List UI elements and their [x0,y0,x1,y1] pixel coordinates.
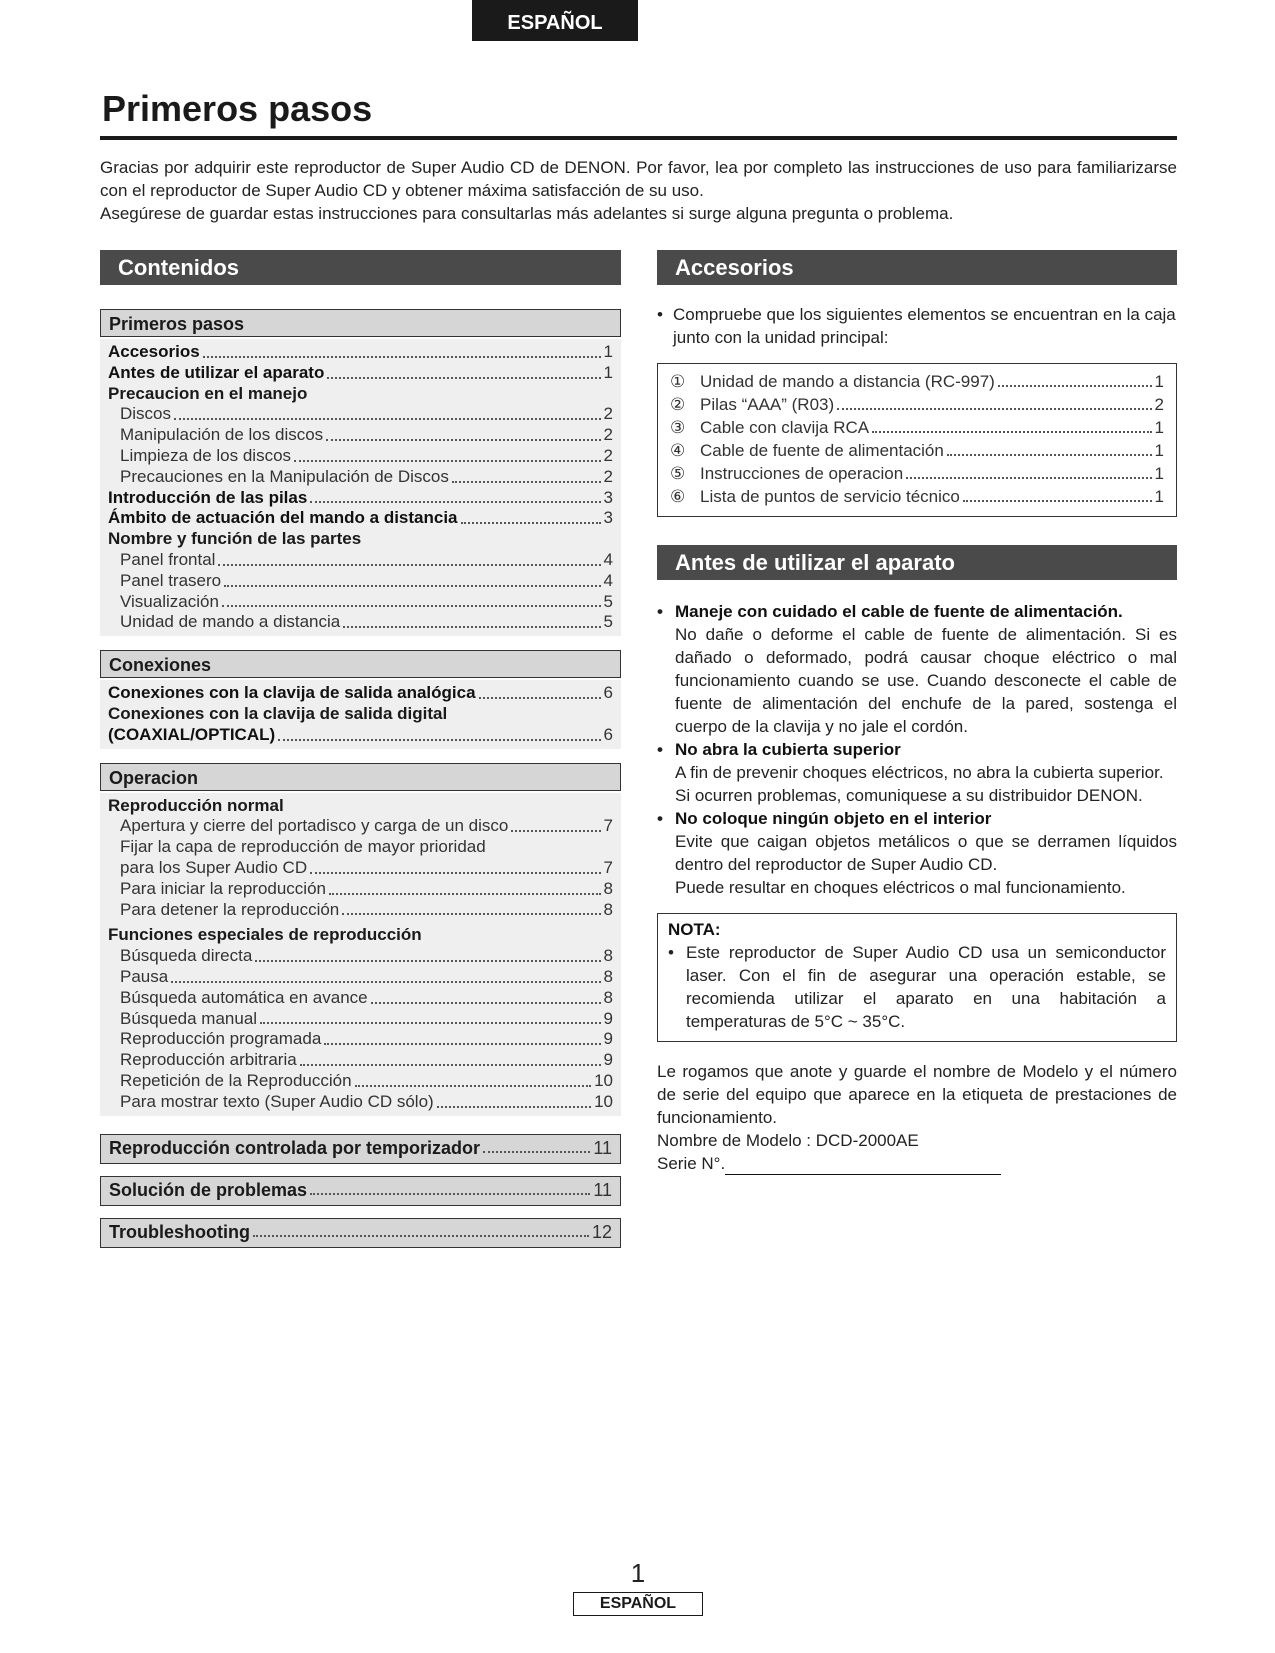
toc-entry[interactable] [108,725,613,746]
record-text: Le rogamos que anote y guarde el nombre de Modelo y el número de serie del equipo que aparece en la etiqueta de prestaciones de funcionamiento. [657,1062,1177,1127]
language-tab: ESPAÑOL [472,0,638,41]
toc-entry-page: 8 [603,946,613,966]
toc-entry[interactable] [108,1071,613,1092]
toc-entry[interactable] [108,425,613,446]
toc-entry-page: 4 [603,549,613,569]
toc-entry-label: Para detener la reproducción [120,899,340,919]
toc-entry-page: 6 [603,683,613,703]
toc-entry-page: 8 [603,899,613,919]
precaution-title: Manеje con cuidado el cable de fuente de alimentación. [675,602,1123,621]
serial-line [657,1152,1177,1175]
toc-entry[interactable] [108,446,613,467]
toc-entry-label: Reproducción programada [120,1029,322,1049]
toc-entry-label: Para iniciar la reproducción [120,878,326,898]
precaution-text: Evite que caigan objetos metálicos o que se derramen líquidos dentro del reproductor de Super Audio CD. [675,832,1177,874]
toc-entry-page: 1 [603,342,613,361]
precaution-item: • Manеje con cuidado el cable de fuente de alimentación. No dañe o deforme el cable de fuente de alimentación. Si es dañado o deformado, podrá causar choque eléctrico o mal funcionamiento cuando se use. Cuando desconecte el cable de fuente de alimentación del enchufe de la pared, sostenga el cuerpo de la clavija y no jale el cordón. [657,602,1177,736]
toc-entry-page: 7 [603,857,613,877]
intro-paragraph: Asegúrese de guardar estas instrucciones para consultarlas más adelantes si surge alguna pregunta o problema. [100,204,954,223]
toc-entry-label: Reproducción arbitraria [120,1050,297,1070]
accessory-item: ⑤ Instrucciones de operacion 1 [670,464,1164,483]
toc-entry-page: 9 [603,1008,613,1028]
toc-entry-page: 11 [593,1180,612,1200]
toc-entry-page: 7 [603,816,613,836]
serial-blank [725,1156,1001,1175]
toc-entry[interactable] [108,1009,613,1030]
intro-paragraph: Gracias por adquirir este reproductor de Super Audio CD de DENON. Por favor, lea por completo las instrucciones de uso para familiarizarse con el reproductor de Super Audio CD y obtener máxima satisfacción de su uso. [100,158,1177,200]
toc-entry-page: 5 [603,591,613,611]
serial-label: Serie N°. [657,1154,726,1173]
toc-entry-label: Búsqueda manual [120,1008,258,1028]
toc-entry-label: para los Super Audio CD [120,857,308,877]
toc-entry-label: Limpieza de los discos [120,445,292,465]
toc-entry-label: Panel frontal [120,549,216,569]
toc-group-primeros-pasos [100,309,621,636]
precaution-item: • No coloque ningún objeto en el interior Evite que caigan objetos metálicos o que se derramen líquidos dentro del reproductor de Super Audio CD. Puede resultar en choques eléctricos o mal funcionamiento. [657,809,1177,897]
toc-entry-page: 6 [603,724,613,744]
toc-entry-label: Discos [120,404,172,424]
toc-entry-page: 1 [603,362,613,382]
toc-group-header: Conexiones [100,650,621,678]
toc-entry-page: 10 [594,1091,613,1111]
intro [100,156,1177,225]
toc-entry-temporizador[interactable] [100,1134,621,1164]
toc-entry[interactable] [108,988,613,1009]
toc-entry-label: Repetición de la Reproducción [120,1070,352,1090]
toc-entry-page: 9 [603,1029,613,1049]
before-use-section [657,545,1177,899]
precaution-title: No coloque ningún objeto en el interior [675,809,992,828]
toc-entry-label: Búsqueda directa [120,946,253,966]
toc-group-operacion [100,763,621,1116]
toc-entry[interactable] [108,946,613,967]
precaution-title: No abra la cubierta superior [675,740,901,759]
page-number: 1 [630,1558,646,1588]
toc-entry-page: 2 [603,425,613,445]
toc-group-conexiones [100,650,621,748]
toc-entry-label: Apertura y cierre del portadisco y carga de un disco [120,816,509,836]
toc-entry[interactable] [108,488,613,509]
toc-entry-page: 11 [593,1138,612,1158]
toc-entry-label: Solución de problemas [109,1180,308,1200]
toc-entry[interactable] [108,592,613,613]
title-rule [100,136,1177,140]
toc-entry-label: Conexiones con la clavija de salida digital [108,703,448,723]
toc-entry[interactable] [108,612,613,633]
toc-entry-label: Manipulación de los discos [120,425,324,445]
toc-entry-page: 8 [603,987,613,1007]
record-info [657,1060,1177,1175]
toc-entry[interactable] [108,404,613,425]
toc-entry-label: Para mostrar texto (Super Audio CD sólo) [120,1091,434,1111]
accessory-item: ③ Cable con clavija RCA 1 [670,418,1164,437]
precaution-text: No dañe o deforme el cable de fuente de alimentación. Si es dañado o deformado, podrá causar choque eléctrico o mal funcionamiento cuando se use. Cuando desconecte el cable de fuente de alimentación del enchufe de la pared, sostenga el cuerpo de la clavija y no jale el cordón. [675,625,1177,736]
toc-subheading [108,925,613,946]
accessory-item: ⑥ Lista de puntos de servicio técnico 1 [670,487,1164,506]
toc-entry[interactable] [108,816,613,837]
toc-subheading [108,704,613,725]
toc-entry-label: Funciones especiales de reproducción [108,925,422,945]
toc-entry-label: Precaucion en el manejo [108,383,308,403]
toc-entry[interactable] [108,967,613,988]
contents-title: Contenidos [100,250,621,285]
toc-entry-page: 9 [603,1050,613,1070]
toc-subheading [108,796,613,817]
toc-entry-page: 4 [603,570,613,590]
toc-entry-label: Fijar la capa de reproducción de mayor prioridad [120,837,486,857]
toc-entry-page: 8 [603,878,613,898]
before-use-title: Antes de utilizar el aparato [657,545,1177,580]
toc-entry-page: 2 [603,445,613,465]
toc-entry-label: (COAXIAL/OPTICAL) [108,724,276,744]
accessory-item: ① Unidad de mando a distancia (RC-997) 1 [670,372,1164,391]
right-column [657,250,1177,1175]
toc-group-header: Operacion [100,763,621,791]
toc-entry-label: Precauciones en la Manipulación de Discos [120,466,449,486]
toc-entry[interactable] [108,900,613,921]
toc-entry-page: 3 [603,487,613,507]
toc-subheading [108,384,613,405]
toc-entry-label: Reproducción normal [108,795,284,815]
toc-entry[interactable] [108,1050,613,1071]
toc-entry[interactable] [108,858,613,879]
accessories-title: Accesorios [657,250,1177,285]
toc-entry-label: Troubleshooting [109,1222,250,1242]
toc-entry[interactable] [108,508,613,529]
accessories-intro: • Compruebe que los siguientes elementos se encuentran en la caja junto con la unidad principal: [657,305,1176,347]
accessory-item: ② Pilas “AAA” (R03) 2 [670,395,1164,414]
note-box: NOTA: • Este reproductor de Super Audio CD usa un semiconductor laser. Con el fin de asegurar una operación estable, se recomienda utilizar el aparato en una habitación a temperaturas de 5°C ~ 35°C. [657,913,1177,1042]
toc-entry-label: Panel trasero [120,570,222,590]
toc-entry-label: Visualización [120,591,219,611]
toc-entry-label: Ámbito de actuación del mando a distancia [108,508,458,528]
toc-entry[interactable] [108,683,613,704]
footer-language-tab: ESPAÑOL [573,1592,703,1616]
model-line: Nombre de Modelo : DCD-2000AE [657,1131,919,1150]
toc-entry-page: 2 [603,404,613,424]
toc-entry-label: Nombre y función de las partes [108,529,362,549]
accessories-list [657,363,1177,517]
contents-column [100,250,621,1248]
toc-entry[interactable] [108,571,613,592]
toc-entry[interactable] [108,879,613,900]
toc-entry-label: Búsqueda automática en avance [120,987,368,1007]
toc-entry-page: 10 [594,1070,613,1090]
precaution-text: A fin de prevenir choques eléctricos, no abra la cubierta superior. [675,763,1164,782]
precautions-list [657,600,1177,899]
toc-entry-page: 5 [603,612,613,632]
toc-entry[interactable] [108,550,613,571]
accessories-intro-text: Compruebe que los siguientes elementos se encuentran en la caja junto con la unidad principal: [673,305,1176,347]
accessory-item: ④ Cable de fuente de alimentación 1 [670,441,1164,460]
toc-entry-label: Accesorios [108,342,200,361]
toc-entry[interactable] [108,1092,613,1113]
toc-entry-label: Antes de utilizar el aparato [108,362,325,382]
toc-entry-page: 8 [603,966,613,986]
toc-entry-page: 2 [603,466,613,486]
note-title: NOTA: [668,920,721,939]
note-text: Este reproductor de Super Audio CD usa un semiconductor laser. Con el fin de asegurar una operación estable, se recomienda utilizar el aparato en una habitación a temperaturas de 5°C ~ 35°C. [686,943,1166,1031]
toc-entry[interactable] [108,1029,613,1050]
toc-entry-label: Reproducción controlada por temporizador [109,1138,481,1158]
toc-entry[interactable] [108,363,613,384]
precaution-text: Si ocurren problemas, comuniquese a su distribuidor DENON. [675,786,1143,805]
page-title: Primeros pasos [102,88,373,129]
precaution-item: • No abra la cubierta superior A fin de prevenir choques eléctricos, no abra la cubierta superior. Si ocurren problemas, comuniquese a su distribuidor DENON. [657,738,1177,807]
toc-entry-page: 3 [603,508,613,528]
toc-entry-label: Pausa [120,966,169,986]
toc-entry-troubleshooting[interactable] [100,1218,621,1248]
toc-entry-label: Unidad de mando a distancia [120,612,341,632]
toc-entry-solucion[interactable] [100,1176,621,1206]
toc-entry[interactable] [108,467,613,488]
toc-entry-page: 12 [591,1222,612,1242]
toc-subheading [108,837,613,858]
toc-group-header: Primeros pasos [100,309,621,337]
toc-subheading [108,529,613,550]
precaution-text: Puede resultar en choques eléctricos o mal funcionamiento. [675,878,1126,897]
toc-entry-label: Conexiones con la clavija de salida analógica [108,683,476,703]
toc-entry-label: Introducción de las pilas [108,487,308,507]
toc-entry[interactable] [108,342,613,363]
